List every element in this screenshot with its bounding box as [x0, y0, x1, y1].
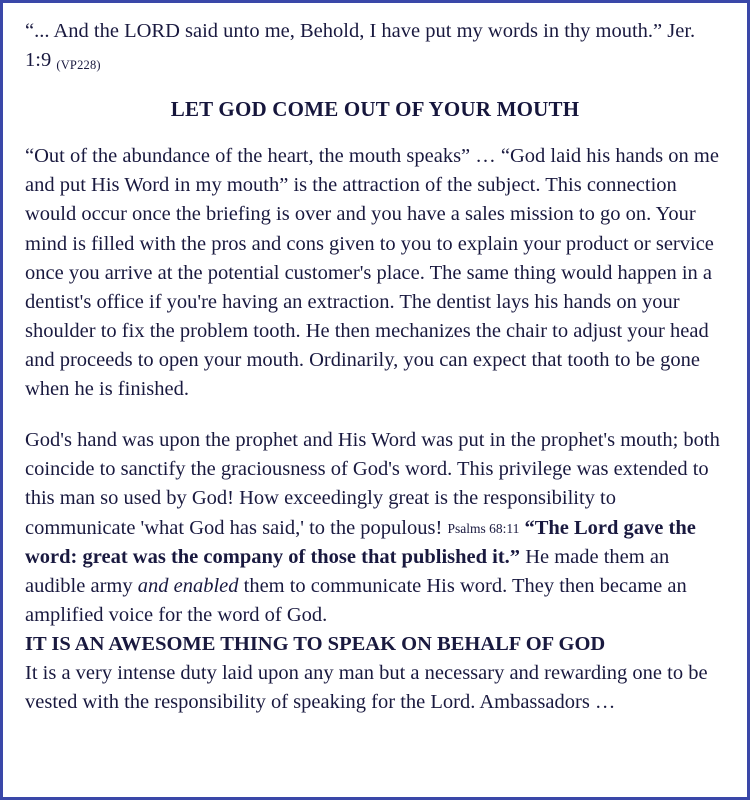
page-title: LET GOD COME OUT OF YOUR MOUTH — [170, 97, 580, 122]
paragraph-two-tail: them to communicate His word. They then became an amplified voice for the word of God. — [25, 574, 687, 626]
epigraph-quote — [25, 17, 725, 75]
epigraph-reference: (VP228) — [56, 58, 101, 73]
paragraph-two-mid: He made them an audible army — [25, 545, 670, 597]
paragraph-spacer — [25, 404, 725, 426]
paragraph-one: “Out of the abundance of the heart, the mouth speaks” … “God laid his hands on me and put His Word in my mouth” is the attraction of the subject. This connection would occur once the briefing is over and you have a sales mission to go on. Your mind is filled with the pros and cons given to you to explain your product or service once you arrive at the potential customer's place. The same thing would happen in a dentist's office if you're having an extraction. The dentist lays his hands on your shoulder to fix the problem tooth. He then mechanizes the chair to adjust your head and proceeds to open your mouth. Ordinarily, you can expect that tooth to be gone when he is finished. — [25, 145, 719, 401]
scripture-quote: “The Lord gave the word: great was the company of those that published it.” — [25, 516, 696, 568]
paragraph-two-lead: God's hand was upon the prophet and His Word was put in the prophet's mouth; both coincide to sanctify the graciousness of God's word. This privilege was extended to this man so used by God! How exceedingly great is the responsibility to communicate 'what God has said,' to the populous! — [25, 429, 720, 539]
paragraph-two-emphasis: and enabled — [137, 574, 239, 597]
paragraph-three: It is a very intense duty laid upon any man but a necessary and rewarding one to be vested with the responsibility of speaking for the Lord. Ambassadors … — [25, 662, 708, 714]
paragraph-two — [25, 426, 725, 630]
epigraph-quote-text: “... And the LORD said unto me, Behold, I have put my words in thy mouth.” Jer. 1:9 — [25, 20, 696, 72]
scripture-reference: Psalms 68:11 — [447, 520, 520, 536]
callout-line: IT IS AN AWESOME THING TO SPEAK ON BEHALF OF GOD — [25, 632, 606, 655]
document-body — [3, 3, 747, 797]
